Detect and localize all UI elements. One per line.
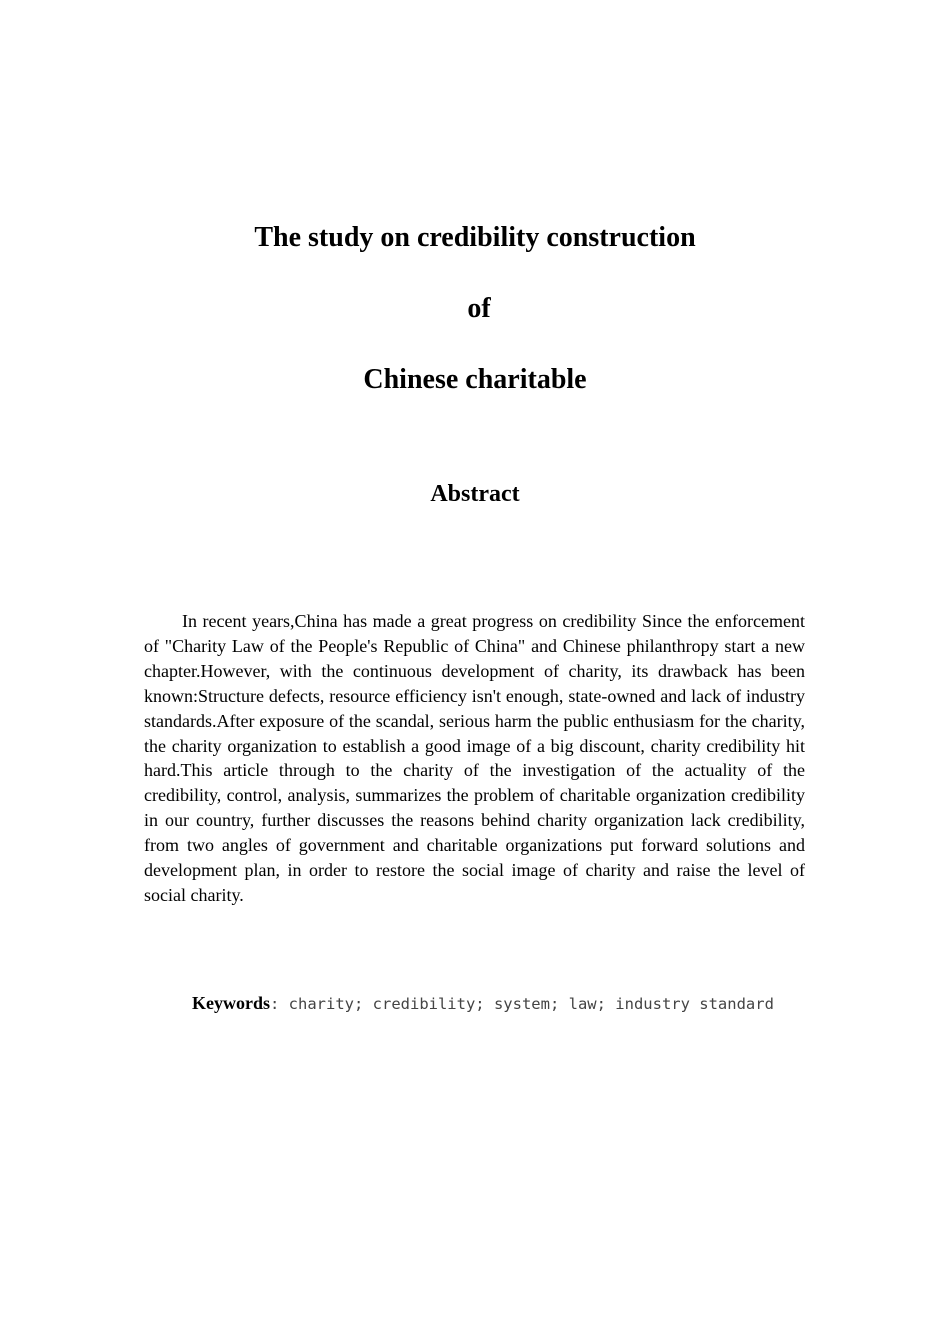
title-line-1: The study on credibility construction — [254, 222, 696, 253]
keywords-list: charity; credibility; system; law; industry standard — [288, 995, 774, 1013]
abstract-heading: Abstract — [430, 481, 520, 507]
abstract-body: In recent years,China has made a great progress on credibility Since the enforcement of "Charity Law of the People's Republic of China" and Chinese philanthropy start a new chapter.However, with the continuous development of charity, its drawback has been known:Structure defects, resource efficiency isn't enough, state-owned and lack of industry standards.After exposure of the scandal, serious harm the public enthusiasm for the charity, the charity organization to establish a good image of a big discount, charity credibility hit hard.This article through to the charity of the investigation of the actuality of the credibility, control, analysis, summarizes the problem of charitable organization credibility in our country, further discusses the reasons behind charity organization lack credibility, from two angles of government and charitable organizations put forward solutions and development plan, in order to restore the social image of charity and raise the level of social charity. — [144, 611, 805, 905]
title-line-2: of — [467, 293, 491, 324]
keywords-line — [192, 991, 812, 1016]
title-line-3: Chinese charitable — [363, 364, 587, 395]
keywords-separator: : — [270, 995, 289, 1013]
keywords-label: Keywords — [192, 993, 270, 1013]
